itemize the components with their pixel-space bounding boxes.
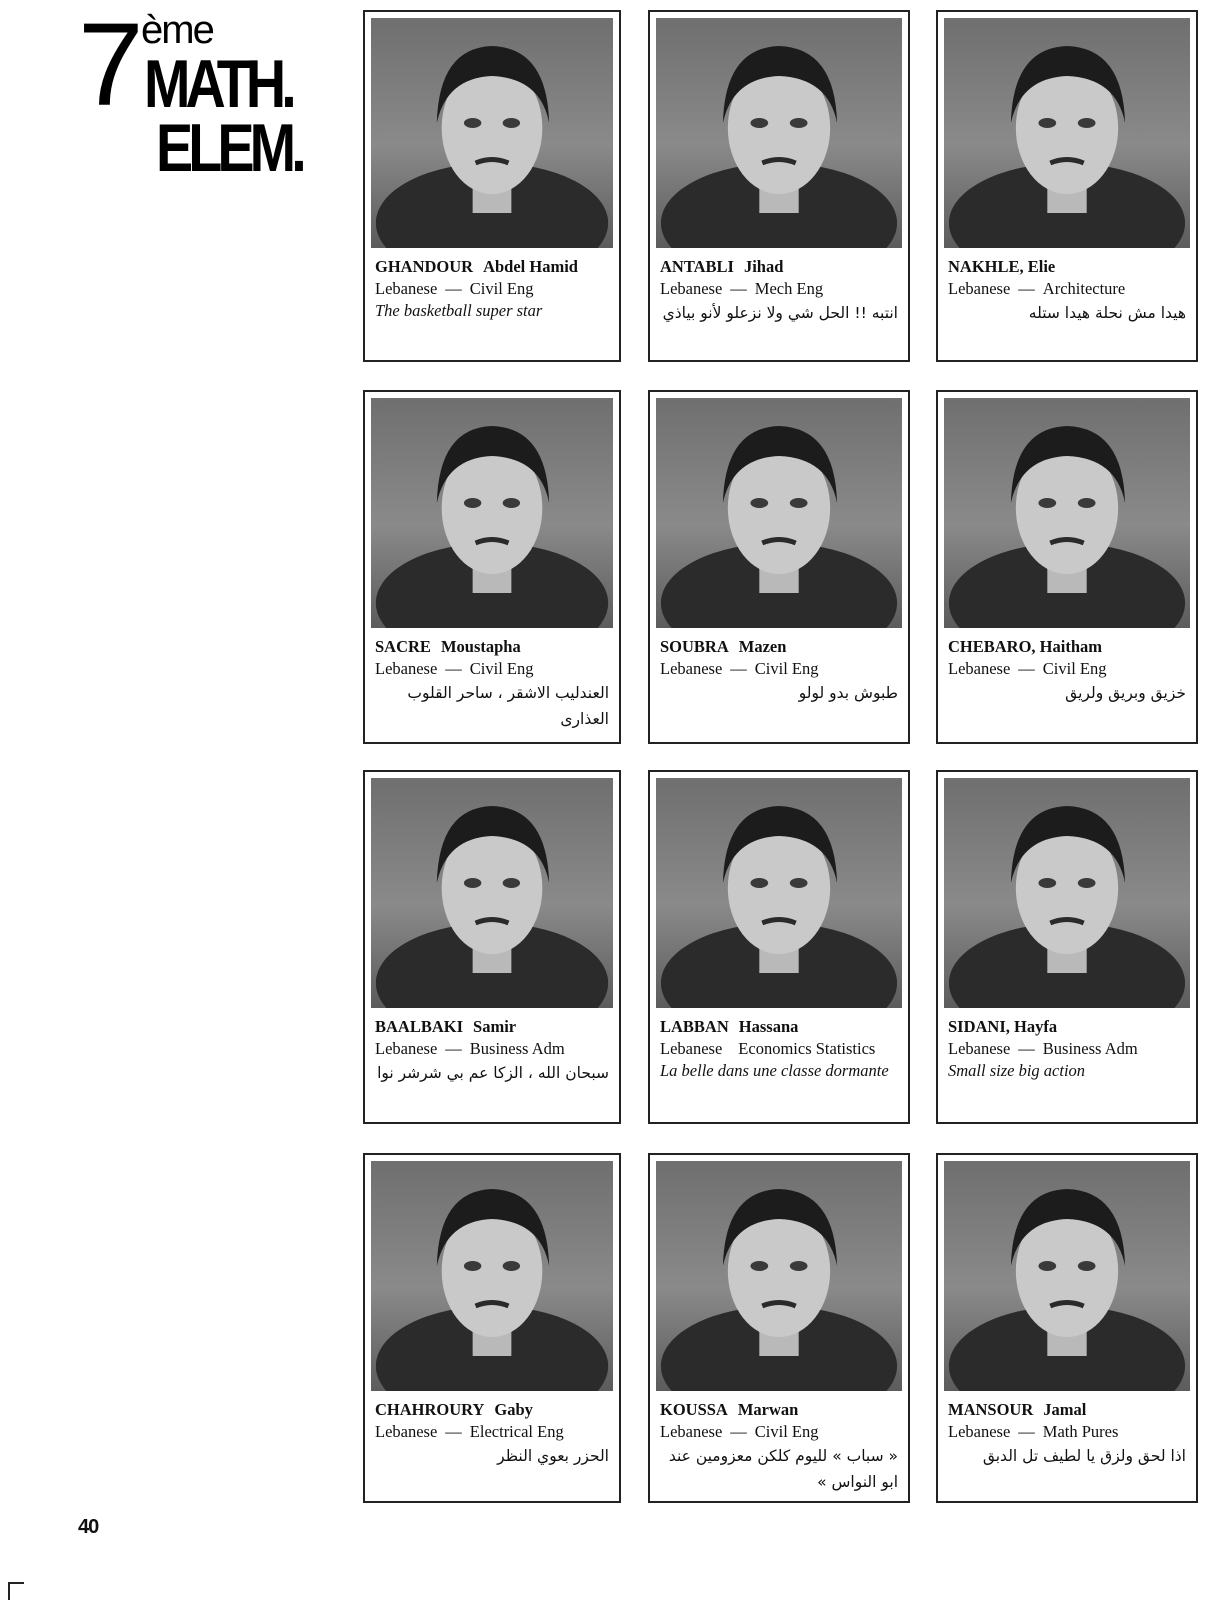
student-caption	[375, 1399, 609, 1469]
student-program	[948, 278, 1186, 300]
student-first-name: Moustapha	[440, 637, 521, 656]
student-card	[648, 390, 910, 744]
student-first-name: Gaby	[494, 1400, 533, 1419]
student-first-name: Hassana	[738, 1017, 799, 1036]
student-program	[948, 1038, 1186, 1060]
student-card	[363, 390, 621, 744]
header-superscript: ème	[141, 8, 213, 52]
separator-dash: —	[445, 279, 462, 298]
student-card	[363, 770, 621, 1124]
student-card	[363, 10, 621, 362]
student-card	[363, 1153, 621, 1503]
portrait-photo	[944, 1161, 1190, 1391]
student-major: Civil Eng	[1042, 659, 1107, 678]
student-major: Civil Eng	[469, 659, 534, 678]
student-caption	[948, 1399, 1186, 1469]
student-card	[936, 770, 1198, 1124]
student-nationality: Lebanese	[375, 1422, 438, 1441]
corner-mark	[8, 1582, 24, 1600]
portrait-photo	[371, 398, 613, 628]
student-major: Civil Eng	[754, 659, 819, 678]
portrait-photo	[944, 398, 1190, 628]
student-program	[375, 278, 609, 300]
student-name	[375, 636, 609, 658]
student-major: Electrical Eng	[469, 1422, 564, 1441]
student-name	[660, 636, 898, 658]
separator-dash: —	[445, 1422, 462, 1441]
student-caption	[660, 636, 898, 706]
portrait-photo	[371, 778, 613, 1008]
student-program	[948, 1421, 1186, 1443]
student-name	[948, 1399, 1186, 1421]
student-name	[948, 256, 1186, 278]
student-program	[375, 658, 609, 680]
separator-dash: —	[730, 279, 747, 298]
student-caption	[375, 1016, 609, 1086]
portrait-photo	[944, 778, 1190, 1008]
student-quote: سبحان الله ، الزكا عم بي شرشر نوا	[377, 1064, 609, 1082]
student-name	[948, 636, 1186, 658]
student-quote: انتبه !! الحل شي ولا نزعلو لأنو بياذي	[662, 304, 898, 322]
student-name	[948, 1016, 1186, 1038]
student-name	[375, 1399, 609, 1421]
student-nationality: Lebanese	[660, 1039, 723, 1058]
student-quote: La belle dans une classe dormante	[660, 1061, 889, 1080]
student-program	[660, 658, 898, 680]
student-caption	[948, 636, 1186, 706]
student-nationality: Lebanese	[375, 1039, 438, 1058]
student-nationality: Lebanese	[660, 1422, 723, 1441]
student-last-name: LABBAN	[660, 1017, 729, 1036]
separator-dash: —	[1018, 659, 1035, 678]
student-caption	[948, 1016, 1186, 1082]
student-last-name: CHAHROURY	[375, 1400, 485, 1419]
portrait-photo	[371, 1161, 613, 1391]
student-last-name: KOUSSA	[660, 1400, 728, 1419]
portrait-photo	[944, 18, 1190, 248]
student-nationality: Lebanese	[948, 1039, 1011, 1058]
student-quote: هيدا مش نحلة هيدا ستله	[1028, 304, 1186, 322]
student-last-name: ANTABLI	[660, 257, 734, 276]
student-major: Economics Statistics	[738, 1039, 876, 1058]
student-major: Civil Eng	[469, 279, 534, 298]
student-caption	[375, 636, 609, 732]
student-card	[936, 10, 1198, 362]
student-first-name: Abdel Hamid	[483, 257, 578, 276]
header-line-2: ELEM.	[156, 110, 302, 186]
student-quote: خزيق وبريق ولريق	[1065, 684, 1186, 702]
separator-dash: —	[730, 659, 747, 678]
student-name	[375, 256, 609, 278]
student-first-name: Marwan	[737, 1400, 799, 1419]
student-last-name: GHANDOUR	[375, 257, 474, 276]
separator-dash: —	[1018, 279, 1035, 298]
student-quote: The basketball super star	[375, 301, 543, 320]
header-number: 7	[78, 0, 140, 131]
separator-dash: —	[730, 1422, 747, 1441]
student-program	[375, 1421, 609, 1443]
student-major: Business Adm	[1042, 1039, 1138, 1058]
student-nationality: Lebanese	[948, 659, 1011, 678]
student-quote: Small size big action	[948, 1061, 1086, 1080]
page-number: 40	[78, 1516, 99, 1538]
student-last-name: CHEBARO, Haitham	[948, 637, 1103, 656]
student-quote: « سباب » لليوم كلكن معزومين عند ابو النواس »	[668, 1447, 898, 1491]
student-caption	[660, 1016, 898, 1082]
student-quote: اذا لحق ولزق يا لطيف تل الدبق	[982, 1447, 1186, 1465]
portrait-photo	[371, 18, 613, 248]
student-first-name: Jamal	[1043, 1400, 1087, 1419]
portrait-photo	[656, 18, 902, 248]
student-program	[948, 658, 1186, 680]
student-last-name: SACRE	[375, 637, 431, 656]
student-card	[936, 390, 1198, 744]
student-caption	[660, 256, 898, 326]
student-last-name: SOUBRA	[660, 637, 729, 656]
portrait-photo	[656, 778, 902, 1008]
student-card	[648, 1153, 910, 1503]
separator-dash: —	[445, 1039, 462, 1058]
student-quote: الحزر بعوي النظر	[497, 1447, 609, 1465]
separator-dash: —	[445, 659, 462, 678]
separator-dash: —	[1018, 1422, 1035, 1441]
student-caption	[948, 256, 1186, 326]
student-caption	[660, 1399, 898, 1495]
student-last-name: NAKHLE, Elie	[948, 257, 1056, 276]
student-first-name: Jihad	[743, 257, 784, 276]
student-major: Mech Eng	[754, 279, 824, 298]
student-major: Business Adm	[469, 1039, 565, 1058]
student-nationality: Lebanese	[375, 279, 438, 298]
student-program	[660, 278, 898, 300]
student-nationality: Lebanese	[948, 279, 1011, 298]
student-nationality: Lebanese	[660, 659, 723, 678]
student-major: Civil Eng	[754, 1422, 819, 1441]
student-last-name: MANSOUR	[948, 1400, 1034, 1419]
student-card	[648, 10, 910, 362]
student-last-name: BAALBAKI	[375, 1017, 464, 1036]
student-name	[660, 1399, 898, 1421]
student-quote: طبوش بدو لولو	[798, 684, 898, 702]
student-name	[660, 1016, 898, 1038]
student-card	[936, 1153, 1198, 1503]
portrait-photo	[656, 398, 902, 628]
student-first-name: Samir	[473, 1017, 517, 1036]
separator-dash: —	[1018, 1039, 1035, 1058]
student-caption	[375, 256, 609, 322]
student-nationality: Lebanese	[375, 659, 438, 678]
student-program	[660, 1038, 898, 1060]
student-program	[660, 1421, 898, 1443]
student-name	[660, 256, 898, 278]
student-nationality: Lebanese	[660, 279, 723, 298]
student-program	[375, 1038, 609, 1060]
header-line-1: MATH.	[144, 46, 292, 122]
student-major: Math Pures	[1042, 1422, 1119, 1441]
section-header	[78, 0, 348, 196]
student-card	[648, 770, 910, 1124]
student-first-name: Mazen	[738, 637, 787, 656]
student-nationality: Lebanese	[948, 1422, 1011, 1441]
student-major: Architecture	[1042, 279, 1126, 298]
student-last-name: SIDANI, Hayfa	[948, 1017, 1058, 1036]
student-quote: العندليب الاشقر ، ساحر القلوب العذارى	[407, 684, 609, 728]
student-name	[375, 1016, 609, 1038]
portrait-photo	[656, 1161, 902, 1391]
